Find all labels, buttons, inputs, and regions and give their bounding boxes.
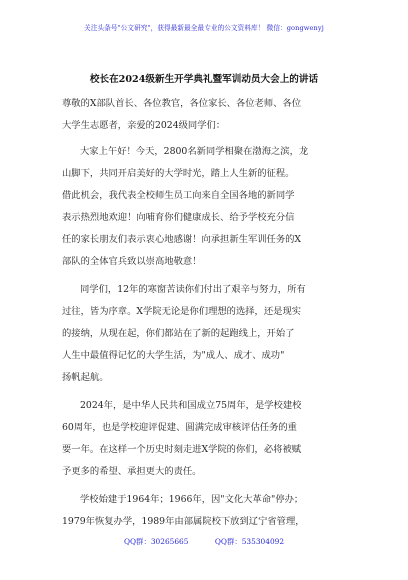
body-line: 大学生志愿者，亲爱的2024级同学们： <box>62 120 226 131</box>
body-line: 学校始建于1964年；1966年，因"文化大革命"停办； <box>80 494 304 505</box>
body-line: 大家上午好！今天，2800名新同学相聚在渤海之滨，龙 <box>80 146 309 157</box>
body-line: 的接纳，从现在起，你们都站在了新的起跑线上，开始了 <box>62 328 295 339</box>
body-line: 同学们，12年的寒窗苦读你们付出了艰辛与努力，所有 <box>80 284 306 295</box>
header-banner: 关注头条号"公文研究"，获得最新最全最专业的公文资料库！ 微信：gongwenyj <box>84 24 324 32</box>
body-line: 2024年，是中华人民共和国成立75周年，是学校建校 <box>80 400 302 411</box>
footer-qq-group-1: QQ群：30265665 <box>123 537 189 546</box>
body-line: 扬帆起航。 <box>62 372 109 383</box>
footer-contacts <box>0 536 408 547</box>
document-title: 校长在2024级新生开学典礼暨军训动员大会上的讲话 <box>89 74 319 85</box>
body-line: 要一年。在这样一个历史时刻走进X学院的你们，必将被赋 <box>62 444 302 455</box>
footer-qq-group-2: QQ群：535304092 <box>214 537 285 546</box>
body-line: 表示热烈地欢迎！向哺育你们健康成长、给予学校充分信 <box>62 212 295 223</box>
body-line: 山脚下，共同开启美好的大学时光，踏上人生新的征程。 <box>62 168 295 179</box>
body-line: 人生中最值得记忆的大学生活，为"成人、成才、成功" <box>62 350 285 361</box>
body-line: 予更多的希望、承担更大的责任。 <box>62 466 202 477</box>
body-line: 过往，皆为序章。X学院无论是你们理想的选择，还是现实 <box>62 306 302 317</box>
body-line: 部队的全体官兵致以崇高地敬意！ <box>62 256 202 267</box>
body-line: 借此机会，我代表全校师生员工向来自全国各地的新同学 <box>62 190 295 201</box>
body-line: 尊敬的X部队首长、各位教官，各位家长、各位老师、各位 <box>62 98 302 109</box>
body-line: 任的家长朋友们表示衷心地感谢！向承担新生军训任务的X <box>62 234 302 245</box>
body-line: 60周年，也是学校迎评促建、圆满完成审核评估任务的重 <box>62 422 297 433</box>
body-line: 1979年恢复办学，1989年由部属院校下放到辽宁省管理， <box>62 516 305 527</box>
